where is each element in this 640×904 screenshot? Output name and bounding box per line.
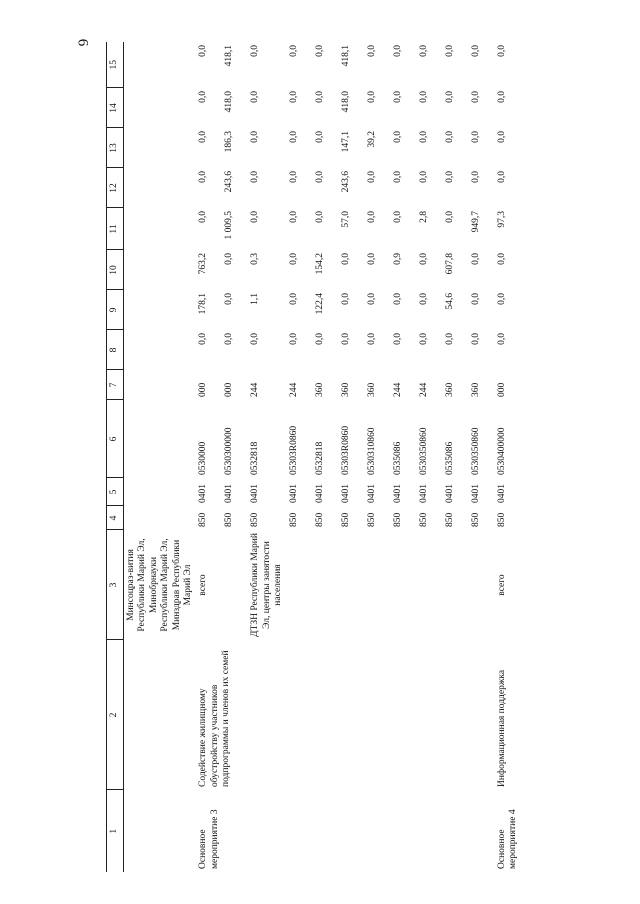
cell-v15: 0,0 [198, 45, 209, 57]
cell-c6: 0530350860 [418, 427, 429, 475]
header-col-1: 1 [107, 790, 124, 872]
cell-v8: 0,0 [340, 333, 351, 345]
cell-v13: 0,0 [288, 131, 299, 143]
cell-c5: 0401 [250, 484, 261, 503]
cell-v8: 0,0 [470, 333, 481, 345]
cell-v11: 0,0 [366, 211, 377, 223]
cell-v12: 0,0 [418, 171, 429, 183]
header-col-4: 4 [107, 506, 124, 530]
cell-v11: 57,0 [340, 211, 351, 228]
executor-cell: всего [496, 574, 507, 596]
executor-cell [222, 530, 248, 640]
cell-v11: 0,0 [288, 211, 299, 223]
executor-cell: всего [198, 574, 209, 596]
cell-c6: 05303R0860 [288, 425, 299, 475]
cell-v14: 418,0 [340, 91, 351, 113]
cell-v13: 39,2 [366, 131, 377, 148]
header-col-14: 14 [107, 88, 124, 128]
cell-v9: 122,4 [314, 293, 325, 315]
cell-v8: 0,0 [250, 333, 261, 345]
header-col-11: 11 [107, 208, 124, 250]
cell-v11: 0,0 [392, 211, 403, 223]
table-row [196, 42, 222, 872]
cell-v9: 0,0 [470, 293, 481, 305]
cell-v13: 0,0 [198, 131, 209, 143]
cell-c7: 360 [444, 382, 455, 397]
header-row [107, 42, 124, 872]
cell-c4: 850 [288, 512, 299, 527]
header-col-10: 10 [107, 250, 124, 290]
executor-cell [391, 530, 417, 640]
cell-v15: 418,1 [224, 45, 235, 67]
cell-v9: 0,0 [340, 293, 351, 305]
cell-v14: 0,0 [444, 91, 455, 103]
cell-v15: 0,0 [366, 45, 377, 57]
cell-v8: 0,0 [224, 333, 235, 345]
cell-c5: 0401 [198, 484, 209, 503]
cell-v8: 0,0 [198, 333, 209, 345]
cell-v12: 0,0 [444, 171, 455, 183]
cell-c4: 850 [444, 512, 455, 527]
cell-v12: 0,0 [250, 171, 261, 183]
cell-v9: 0,0 [496, 293, 507, 305]
cell-c7: 244 [250, 382, 261, 397]
cell-c7: 360 [470, 382, 481, 397]
header-col-15: 15 [107, 42, 124, 88]
cell-v12: 0,0 [470, 171, 481, 183]
cell-c5: 0401 [418, 484, 429, 503]
executor-cell [313, 530, 339, 640]
cell-v12: 243,6 [224, 171, 235, 193]
header-col-13: 13 [107, 128, 124, 168]
table-row [495, 42, 522, 872]
cell-v12: 0,0 [392, 171, 403, 183]
cell-c4: 850 [392, 512, 403, 527]
cell-v11: 0,0 [250, 211, 261, 223]
header-col-5: 5 [107, 478, 124, 506]
cell-v9: 0,0 [392, 293, 403, 305]
executor-cell [417, 530, 443, 640]
cell-v9: 0,0 [366, 293, 377, 305]
header-col-9: 9 [107, 290, 124, 330]
cell-c7: 000 [224, 382, 235, 397]
cell-c7: 000 [496, 382, 507, 397]
cell-c5: 0401 [314, 484, 325, 503]
cell-v11: 2,8 [418, 211, 429, 223]
cell-v14: 0,0 [314, 91, 325, 103]
cell-v15: 0,0 [496, 45, 507, 57]
cell-v10: 607,8 [444, 253, 455, 275]
cell-v10: 0,0 [366, 253, 377, 265]
cell-c4: 850 [340, 512, 351, 527]
cell-c7: 244 [418, 382, 429, 397]
cell-v8: 0,0 [366, 333, 377, 345]
cell-v11: 97,3 [496, 211, 507, 228]
header-col-7: 7 [107, 370, 124, 400]
executor-cell: ДТЗН Республики Марий Эл, центры занятости населения [250, 533, 284, 637]
cell-v13: 0,0 [470, 131, 481, 143]
cell-c7: 244 [392, 382, 403, 397]
cell-v11: 0,0 [314, 211, 325, 223]
measure-label: Основное мероприятие 4 [496, 809, 518, 869]
cell-c6: 0530400000 [496, 427, 507, 475]
cell-c7: 360 [366, 382, 377, 397]
cell-v10: 0,0 [288, 253, 299, 265]
cell-v9: 178,1 [198, 293, 209, 315]
cell-c4: 850 [314, 512, 325, 527]
cell-v9: 0,0 [224, 293, 235, 305]
cell-c7: 360 [340, 382, 351, 397]
cell-c4: 850 [470, 512, 481, 527]
cell-c6: 0532818 [314, 441, 325, 475]
cell-c6: 0530300000 [224, 427, 235, 475]
cell-v15: 0,0 [444, 45, 455, 57]
cell-c4: 850 [418, 512, 429, 527]
cell-c4: 850 [198, 512, 209, 527]
finance-table [106, 42, 521, 872]
cell-v9: 1,1 [250, 293, 261, 305]
cell-v12: 0,0 [314, 171, 325, 183]
header-col-2: 2 [107, 640, 124, 790]
header-col-6: 6 [107, 400, 124, 478]
cell-v8: 0,0 [418, 333, 429, 345]
cell-c7: 000 [198, 382, 209, 397]
executor-cell [443, 530, 469, 640]
cell-v10: 0,3 [250, 253, 261, 265]
cell-v10: 0,0 [224, 253, 235, 265]
cell-v12: 0,0 [288, 171, 299, 183]
cell-c5: 0401 [444, 484, 455, 503]
cell-v8: 0,0 [392, 333, 403, 345]
cell-v14: 0,0 [470, 91, 481, 103]
cell-v14: 0,0 [392, 91, 403, 103]
cell-v10: 0,0 [340, 253, 351, 265]
cell-v15: 0,0 [418, 45, 429, 57]
cell-v15: 0,0 [470, 45, 481, 57]
cell-c6: 0530350860 [470, 427, 481, 475]
cell-v15: 418,1 [340, 45, 351, 67]
cell-v14: 418,0 [224, 91, 235, 113]
header-col-12: 12 [107, 168, 124, 208]
cell-v9: 0,0 [288, 293, 299, 305]
cell-v13: 186,3 [224, 131, 235, 153]
header-col-3: 3 [107, 530, 124, 640]
cell-v10: 763,2 [198, 253, 209, 275]
cell-v13: 0,0 [418, 131, 429, 143]
cell-v13: 0,0 [250, 131, 261, 143]
cell-c5: 0401 [496, 484, 507, 503]
cell-v14: 0,0 [496, 91, 507, 103]
top-executor: Минсоцраз-вития Республики Марий Эл, Минобрнауки Республики Марий Эл, Минздрав Республики Марий Эл [126, 538, 193, 632]
cell-c6: 0530310860 [366, 427, 377, 475]
header-col-8: 8 [107, 330, 124, 370]
cell-v14: 0,0 [198, 91, 209, 103]
cell-v13: 147,1 [340, 131, 351, 153]
cell-v10: 0,9 [392, 253, 403, 265]
rotated-table-container [106, 42, 576, 872]
executor-row [124, 42, 197, 872]
cell-c5: 0401 [224, 484, 235, 503]
cell-c6: 0535086 [392, 441, 403, 475]
cell-v11: 1 009,5 [224, 211, 235, 240]
cell-v13: 0,0 [496, 131, 507, 143]
cell-v11: 0,0 [198, 211, 209, 223]
cell-c5: 0401 [340, 484, 351, 503]
cell-v12: 0,0 [496, 171, 507, 183]
cell-v10: 0,0 [418, 253, 429, 265]
executor-cell [287, 530, 313, 640]
cell-v8: 0,0 [444, 333, 455, 345]
cell-c6: 05303R0860 [340, 425, 351, 475]
cell-c5: 0401 [470, 484, 481, 503]
cell-v12: 243,6 [340, 171, 351, 193]
cell-v10: 0,0 [470, 253, 481, 265]
cell-v15: 0,0 [392, 45, 403, 57]
cell-v13: 0,0 [444, 131, 455, 143]
cell-c4: 850 [366, 512, 377, 527]
cell-c4: 850 [250, 512, 261, 527]
table-body [124, 42, 522, 872]
cell-v10: 0,0 [496, 253, 507, 265]
cell-v13: 0,0 [392, 131, 403, 143]
cell-c7: 360 [314, 382, 325, 397]
cell-v15: 0,0 [288, 45, 299, 57]
cell-v10: 154,2 [314, 253, 325, 275]
cell-v8: 0,0 [314, 333, 325, 345]
cell-c4: 850 [224, 512, 235, 527]
cell-c6: 0535086 [444, 441, 455, 475]
cell-c5: 0401 [288, 484, 299, 503]
cell-c5: 0401 [366, 484, 377, 503]
cell-v14: 0,0 [418, 91, 429, 103]
cell-v8: 0,0 [496, 333, 507, 345]
measure-label: Основное мероприятие 3 [198, 809, 220, 869]
cell-v14: 0,0 [366, 91, 377, 103]
cell-c4: 850 [496, 512, 507, 527]
cell-c7: 244 [288, 382, 299, 397]
cell-v14: 0,0 [288, 91, 299, 103]
measure-name: Информационная поддержка [496, 669, 507, 787]
cell-v15: 0,0 [314, 45, 325, 57]
cell-v9: 0,0 [418, 293, 429, 305]
cell-v11: 0,0 [444, 211, 455, 223]
measure-name: Содействие жилищному обустройству участников подпрограммы и членов их семей [198, 650, 232, 787]
cell-v8: 0,0 [288, 333, 299, 345]
cell-v11: 949,7 [470, 211, 481, 233]
executor-cell [469, 530, 495, 640]
cell-v12: 0,0 [198, 171, 209, 183]
page-number: 6 [74, 38, 91, 47]
executor-cell [339, 530, 365, 640]
cell-v9: 54,6 [444, 293, 455, 310]
cell-v13: 0,0 [314, 131, 325, 143]
cell-v12: 0,0 [366, 171, 377, 183]
cell-c6: 0530000 [198, 441, 209, 475]
cell-c5: 0401 [392, 484, 403, 503]
cell-v15: 0,0 [250, 45, 261, 57]
cell-v14: 0,0 [250, 91, 261, 103]
executor-cell [365, 530, 391, 640]
cell-c6: 0532818 [250, 441, 261, 475]
